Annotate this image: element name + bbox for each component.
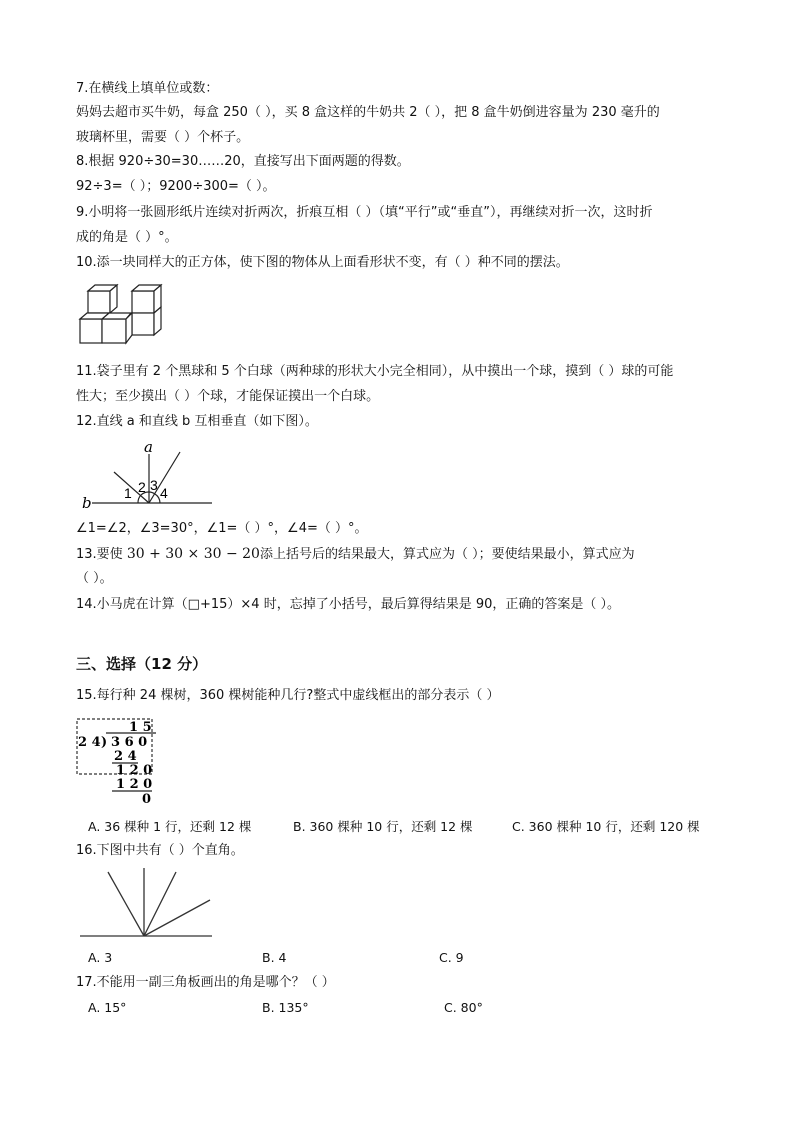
q16-option-c[interactable]: C. 9 <box>439 950 464 965</box>
section-title-choice: 三、选择（12 分） <box>76 655 208 673</box>
q16-option-b[interactable]: B. 4 <box>262 950 287 965</box>
q17-text: 17.不能用一副三角板画出的角是哪个？（ ） <box>76 975 335 990</box>
division-divisor: 2 4 <box>78 735 101 750</box>
cube-stack-figure <box>78 284 168 348</box>
q16-option-a[interactable]: A. 3 <box>88 950 113 965</box>
q14-text: 14.小马虎在计算（□+15）×4 时，忘掉了小括号，最后算得结果是 90，正确的答案是（ ）。 <box>76 597 620 612</box>
q8-text-line2: 92÷3=（ ）；9200÷300=（ ）。 <box>76 179 276 194</box>
angle-2-label: 2 <box>138 479 146 495</box>
q12-text-line2: ∠1=∠2，∠3=30°，∠1=（ ）°，∠4=（ ）°。 <box>76 521 368 536</box>
q7-text-line2: 玻璃杯里，需要（ ）个杯子。 <box>76 130 250 145</box>
division-dividend: 3 6 0 <box>111 735 148 750</box>
q9-text-line2: 成的角是（ ）°。 <box>76 230 178 245</box>
q10-text: 10.添一块同样大的正方体，使下图的物体从上面看形状不变，有（ ）种不同的摆法。 <box>76 255 569 270</box>
q13-text-line1 <box>76 545 635 564</box>
right-angle-rays-figure <box>80 866 220 940</box>
division-step1: 2 4 <box>114 749 137 764</box>
q13-text-line2: （ ）。 <box>76 571 113 586</box>
q17-option-a[interactable]: A. 15° <box>88 1000 127 1015</box>
long-division-figure <box>76 716 166 806</box>
q8-text-line1: 8.根据 920÷30=30……20，直接写出下面两题的得数。 <box>76 154 410 169</box>
angle-4-label: 4 <box>160 485 168 501</box>
q17-option-c[interactable]: C. 80° <box>444 1000 483 1015</box>
division-step3: 1 2 0 <box>116 777 153 792</box>
q13-suffix: 添上括号后的结果最大，算式应为（ ）；要使结果最小，算式应为 <box>259 547 635 562</box>
q11-text-line1: 11.袋子里有 2 个黑球和 5 个白球（两种球的形状大小完全相同），从中摸出一个球，摸到（ ）球的可能 <box>76 364 674 379</box>
q17-option-b[interactable]: B. 135° <box>262 1000 309 1015</box>
line-a-label: a <box>144 438 153 456</box>
q15-option-a[interactable]: A. 36 棵种 1 行，还剩 12 棵 <box>88 819 252 834</box>
division-step2: 1 2 0 <box>116 763 153 778</box>
perpendicular-lines-figure <box>80 440 220 514</box>
q7-text-line1: 妈妈去超市买牛奶，每盒 250（ ），买 8 盒这样的牛奶共 2（ ），把 8 盒牛奶倒进容量为 230 毫升的 <box>76 105 660 120</box>
division-remainder: 0 <box>142 792 152 807</box>
q13-expression: 30 + 30 × 30 − 20 <box>126 546 260 562</box>
angle-1-label: 1 <box>124 485 132 501</box>
q7-title: 7.在横线上填单位或数： <box>76 81 219 96</box>
q13-prefix: 13.要使 <box>76 547 127 562</box>
q16-text: 16.下图中共有（ ）个直角。 <box>76 843 244 858</box>
q15-option-c[interactable]: C. 360 棵种 10 行，还剩 120 棵 <box>512 819 700 834</box>
line-b-label: b <box>82 494 92 512</box>
q11-text-line2: 性大；至少摸出（ ）个球，才能保证摸出一个白球。 <box>76 389 380 404</box>
q9-text-line1: 9.小明将一张圆形纸片连续对折两次，折痕互相（ ）（填“平行”或“垂直”），再继续对折一次，这时折 <box>76 205 653 220</box>
q15-option-b[interactable]: B. 360 棵种 10 行，还剩 12 棵 <box>293 819 473 834</box>
division-quotient: 1 5 <box>129 720 152 735</box>
division-bracket: ) <box>101 735 108 750</box>
q12-text-line1: 12.直线 a 和直线 b 互相垂直（如下图）。 <box>76 414 318 429</box>
angle-3-label: 3 <box>150 477 158 493</box>
q15-text: 15.每行种 24 棵树，360 棵树能种几行?整式中虚线框出的部分表示（ ） <box>76 688 500 703</box>
